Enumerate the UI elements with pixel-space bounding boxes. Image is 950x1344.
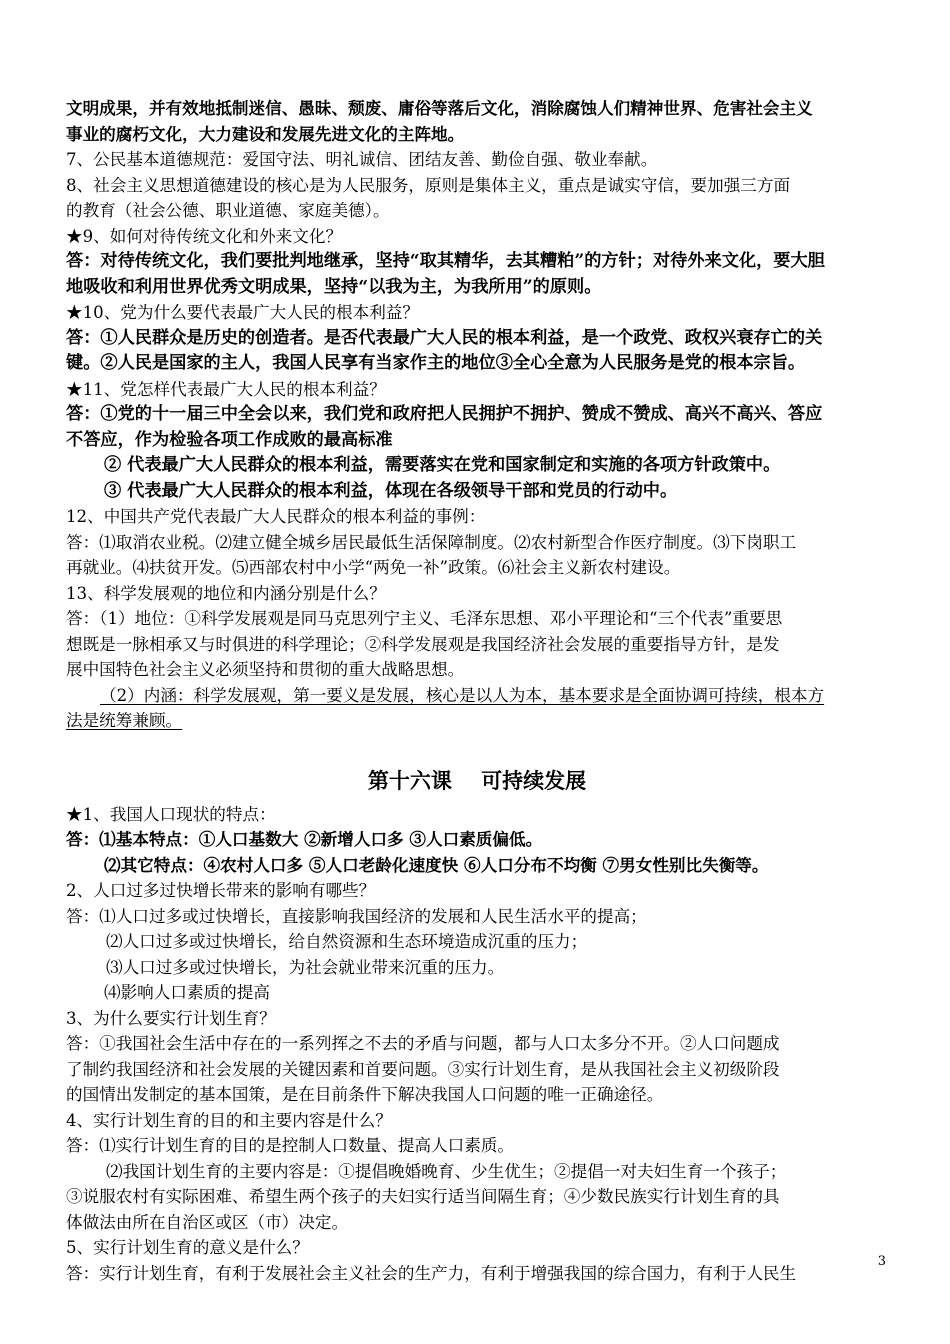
text-line <box>66 878 888 904</box>
text-line-content: 键。②人民是国家的主人，我国人民享有当家作主的地位③全心全意为人民服务是党的根本宗旨。 <box>66 353 806 373</box>
text-line-content: 答：⑴人口过多或过快增长，直接影响我国经济的发展和人民生活水平的提高； <box>66 906 647 926</box>
text-line <box>66 657 888 683</box>
text-line <box>66 147 888 173</box>
text-line <box>66 377 888 403</box>
text-line <box>66 453 888 479</box>
text-line-content: 文明成果，并有效地抵制迷信、愚昧、颓废、庸俗等落后文化，消除腐蚀人们精神世界、危害社会主义 <box>66 98 813 118</box>
text-line-content: 不答应，作为检验各项工作成败的最高标准 <box>66 429 393 450</box>
text-line <box>66 980 888 1006</box>
text-line <box>66 708 888 734</box>
text-line <box>66 530 888 556</box>
document-page <box>66 96 888 1286</box>
text-line <box>66 606 888 632</box>
text-line-content: 3、为什么要实行计划生育？ <box>66 1008 276 1028</box>
text-line <box>66 224 888 250</box>
text-line <box>66 929 888 955</box>
text-line-content: 再就业。⑷扶贫开发。⑸西部农村中小学“两免一补”政策。⑹社会主义新农村建设。 <box>66 558 681 577</box>
text-line <box>66 1133 888 1159</box>
text-line <box>66 351 888 377</box>
text-line <box>66 581 888 607</box>
text-line <box>66 96 888 122</box>
text-line-content: ★11、党怎样代表最广大人民的根本利益？ <box>66 379 386 399</box>
text-line-content: 答：实行计划生育，有利于发展社会主义社会的生产力，有利于增强我国的综合国力，有利于人民生 <box>66 1263 797 1283</box>
text-line-content: ③说服农村有实际困难、希望生两个孩子的夫妇实行适当间隔生育；④少数民族实行计划生育的具 <box>66 1187 780 1206</box>
text-line-content: 答：①党的十一届三中全会以来，我们党和政府把人民拥护不拥护、赞成不赞成、高兴不高兴、答应 <box>66 404 823 424</box>
text-line <box>66 853 888 879</box>
text-block-part-two <box>66 802 888 1287</box>
text-line <box>66 1031 888 1057</box>
text-line-content: 答：①人民群众是历史的创造者。是否代表最广大人民的根本利益，是一个政党、政权兴衰存亡的关 <box>66 327 823 348</box>
text-line-content: 答：⑴实行计划生育的目的是控制人口数量、提高人口素质。 <box>66 1136 515 1155</box>
text-line-content: 答：⑴取消农业税。⑵建立健全城乡居民最低生活保障制度。⑵农村新型合作医疗制度。⑶下岗职工 <box>66 532 797 552</box>
text-line-content: 地吸收和利用世界优秀文明成果，坚持“以我为主，为我所用”的原则。 <box>66 276 602 297</box>
text-line <box>66 1261 888 1287</box>
lesson-heading: 第十六课 可持续发展 <box>367 767 587 793</box>
text-line-content: 4、实行计划生育的目的和主要内容是什么？ <box>66 1110 392 1130</box>
text-line <box>66 632 888 658</box>
text-line-content: ★9、如何对待传统文化和外来文化？ <box>66 226 343 246</box>
text-line-content: 想既是一脉相承又与时俱进的科学理论；②科学发展观是我国经济社会发展的重要指导方针，是发 <box>66 634 780 654</box>
text-line-content: 法是统筹兼顾。 <box>66 711 183 730</box>
text-line-content: 答：对待传统文化，我们要批判地继承，坚持“取其精华，去其糟粕”的方针；对待外来文化，要大胆 <box>66 251 825 271</box>
text-line <box>66 1159 888 1185</box>
text-line <box>66 326 888 352</box>
text-block-part-one <box>66 96 888 734</box>
text-line <box>66 1108 888 1134</box>
text-line <box>66 198 888 224</box>
text-line-content: ⑵人口过多或过快增长，给自然资源和生态环境造成沉重的压力； <box>106 932 588 951</box>
text-line <box>66 827 888 853</box>
text-line-content: ② 代表最广大人民群众的根本利益，需要落实在党和国家制定和实施的各项方针政策中。 <box>104 455 781 475</box>
text-line-content: 2、人口过多过快增长带来的影响有哪些？ <box>66 881 376 900</box>
text-line <box>66 1184 888 1210</box>
text-line-content: 的国情出发制定的基本国策，是在目前条件下解决我国人口问题的唯一正确途径。 <box>66 1085 664 1104</box>
text-line-content: （2）内涵：科学发展观，第一要义是发展，核心是以人为本，基本要求是全面协调可持续，根本方 <box>100 685 825 705</box>
text-line <box>66 300 888 326</box>
text-line-content: ⑷影响人口素质的提高 <box>104 983 270 1002</box>
text-line-content: ★10、党为什么要代表最广大人民的根本利益？ <box>66 303 419 322</box>
text-line <box>66 122 888 148</box>
text-line-content: 12、中国共产党代表最广大人民群众的根本利益的事例： <box>66 507 486 526</box>
text-line-content: 了制约我国经济和社会发展的关键因素和首要问题。③实行计划生育，是从我国社会主义初级阶段 <box>66 1059 780 1079</box>
text-line <box>66 802 888 828</box>
page-number: 3 <box>877 1254 886 1269</box>
text-line-content: ★1、我国人口现状的特点： <box>66 804 276 824</box>
text-line <box>66 1210 888 1236</box>
text-line-content: ③ 代表最广大人民群众的根本利益，体现在各级领导干部和党员的行动中。 <box>104 480 678 501</box>
text-line-content: ⑶人口过多或过快增长，为社会就业带来沉重的压力。 <box>106 957 505 977</box>
text-line-content: 答：①我国社会生活中存在的一系列挥之不去的矛盾与问题，都与人口太多分不开。②人口问题成 <box>66 1034 780 1053</box>
text-line-content: 事业的腐朽文化，大力建设和发展先进文化的主阵地。 <box>66 123 465 144</box>
text-line <box>66 249 888 275</box>
text-line-content: 体做法由所在自治区或区（市）决定。 <box>66 1212 349 1232</box>
text-line <box>66 955 888 981</box>
text-line <box>66 402 888 428</box>
text-line-content: 7、公民基本道德规范：爱国守法、明礼诚信、团结友善、勤俭自强、敬业奉献。 <box>66 150 658 169</box>
text-line <box>66 1082 888 1108</box>
text-line-content: 13、科学发展观的地位和内涵分别是什么？ <box>66 583 386 603</box>
text-line <box>66 275 888 301</box>
text-line <box>66 555 888 581</box>
text-line <box>66 1235 888 1261</box>
text-line-content: 答：⑴基本特点：①人口基数大 ②新增人口多 ③人口素质偏低。 <box>66 829 543 849</box>
text-line-content: ⑵我国计划生育的主要内容是：①提倡晚婚晚育、少生优生；②提倡一对夫妇生育一个孩子； <box>106 1161 787 1181</box>
text-line <box>66 504 888 530</box>
text-line <box>66 904 888 930</box>
text-line-content: 5、实行计划生育的意义是什么？ <box>66 1238 309 1257</box>
text-line <box>66 1057 888 1083</box>
text-line-content: ⑵其它特点：④农村人口多 ⑤人口老龄化速度快 ⑥人口分布不均衡 ⑦男女性别比失衡等。 <box>104 854 769 875</box>
text-line <box>66 683 888 709</box>
text-line-content: 展中国特色社会主义必须坚持和贯彻的重大战略思想。 <box>66 660 465 679</box>
text-line <box>66 479 888 505</box>
text-line-content: 的教育（社会公德、职业道德、家庭美德）。 <box>66 201 390 220</box>
text-line <box>66 1006 888 1032</box>
text-line <box>66 428 888 454</box>
text-line-content: 答：（1）地位：①科学发展观是同马克思列宁主义、毛泽东思想、邓小平理论和“三个代表”重要思 <box>66 609 783 628</box>
text-line-content: 8、社会主义思想道德建设的核心是为人民服务，原则是集体主义，重点是诚实守信，要加强三方面 <box>66 175 791 195</box>
text-line <box>66 173 888 199</box>
